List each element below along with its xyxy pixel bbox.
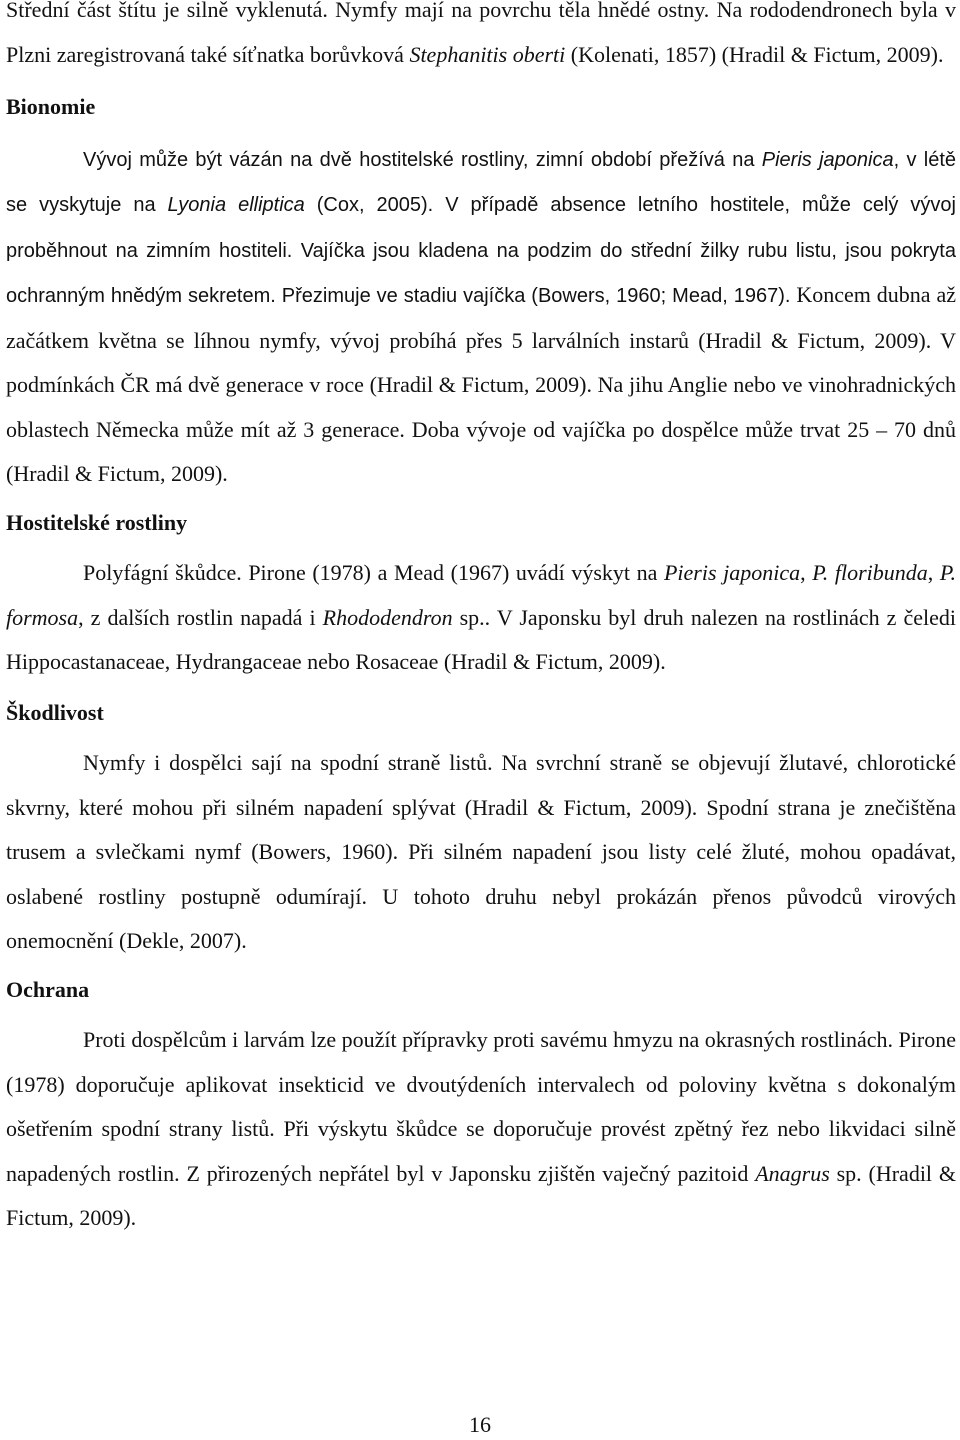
hostitelske-genus: Rhododendron [322,604,453,630]
intro-text-1: Střední část štítu je silně vyklenutá. Nymfy mají na povrchu těla hnědé ostny. Na rododendronech byla v Plzni zaregistrovaná také síťnatka borůvková [6,0,956,67]
skodlivost-paragraph: Nymfy i dospělci sají na spodní straně listů. Na svrchní straně se objevují žlutavé, chlorotické skvrny, které mohou při silném napadení splývat (Hradil & Fictum, 2009). Spodní strana je znečištěna trusem a svlečkami nymf (Bowers, 1960). Při silném napadení jsou listy celé žluté, mohou opadávat, oslabené rostliny postupně odumírají. U tohoto druhu nebyl prokázán přenos původců virových onemocnění (Dekle, 2007). [6,750,956,953]
section-heading-skodlivost: Škodlivost [6,699,104,725]
ochrana-paragraph [6,1018,956,1241]
bionomie-species-2: Lyonia elliptica [167,194,305,216]
bionomie-species-1: Pieris japonica [761,148,894,171]
section-heading-bionomie: Bionomie [6,94,96,119]
hostitelske-species-2: P. floribunda [812,560,928,585]
bionomie-text-4: Koncem dubna až začátkem května se líhnou nymfy, vývoj probíhá přes 5 larválních instarů (Hradil & Fictum, 2009). V podmínkách ČR má dvě generace v roce (Hradil & Fictum, 2009). Na jihu Anglie nebo ve vinohradnických oblastech Německa může mít až 3 generace. Doba vývoje od vajíčka po dospělce může trvat 25 – 70 dnů (Hradil & Fictum, 2009). [6,282,956,486]
hostitelske-text-3: , [927,560,940,585]
intro-species-name: Stephanitis oberti [409,41,566,67]
hostitelske-paragraph [6,551,956,685]
bionomie-text-3: (Cox, 2005). V případě absence letního hostitele, může celý vývoj proběhnout na zimním hostiteli. Vajíčka jsou kladena na podzim do střední žilky rubu listu, jsou pokryta ochranným hnědým sekretem. Přezimuje ve stadiu vajíčka (Bowers, 1960; Mead, 1967). [6,194,956,307]
ochrana-text-1: Proti dospělcům i larvám lze použít přípravky proti savému hmyzu na okrasných rostlinách. Pirone (1978) doporučuje aplikovat insekticid ve dvoutýdeních intervalech od poloviny května s dokonalým ošetřením spodní strany listů. Při výskytu škůdce se doporučuje provést zpětný řez nebo likvidaci silně napadených rostlin. Z přirozených nepřátel byl v Japonsku zjištěn vaječný pazitoid [6,1027,956,1186]
hostitelske-text-5: sp.. V Japonsku byl druh nalezen na rostlinách z čeledi Hippocastanaceae, Hydrangaceae nebo Rosaceae (Hradil & Fictum, 2009). [6,604,956,674]
hostitelske-text-1: Polyfágní škůdce. Pirone (1978) a Mead (1967) uvádí výskyt na [83,560,664,585]
ochrana-text-2: sp. (Hradil & Fictum, 2009). [6,1160,957,1230]
section-heading-hostitelske-rostliny: Hostitelské rostliny [6,509,188,535]
ochrana-genus: Anagrus [755,1160,830,1186]
bionomie-text-2: , v létě se vyskytuje na [6,148,956,216]
page-number: 16 [469,1412,491,1437]
hostitelske-text-4: , z dalších rostlin napadá i [78,604,323,630]
intro-paragraph [6,0,956,77]
document-page [6,0,956,1440]
bionomie-text-1: Vývoj může být vázán na dvě hostitelské rostliny, zimní období přežívá na [83,148,762,171]
bionomie-paragraph [6,137,956,497]
hostitelske-species-3: P. formosa [6,560,956,630]
section-heading-ochrana: Ochrana [6,976,90,1002]
hostitelske-text-2: , [800,560,813,585]
intro-text-2: (Kolenati, 1857) (Hradil & Fictum, 2009). [565,41,944,67]
hostitelske-species-1: Pieris japonica [663,560,801,585]
